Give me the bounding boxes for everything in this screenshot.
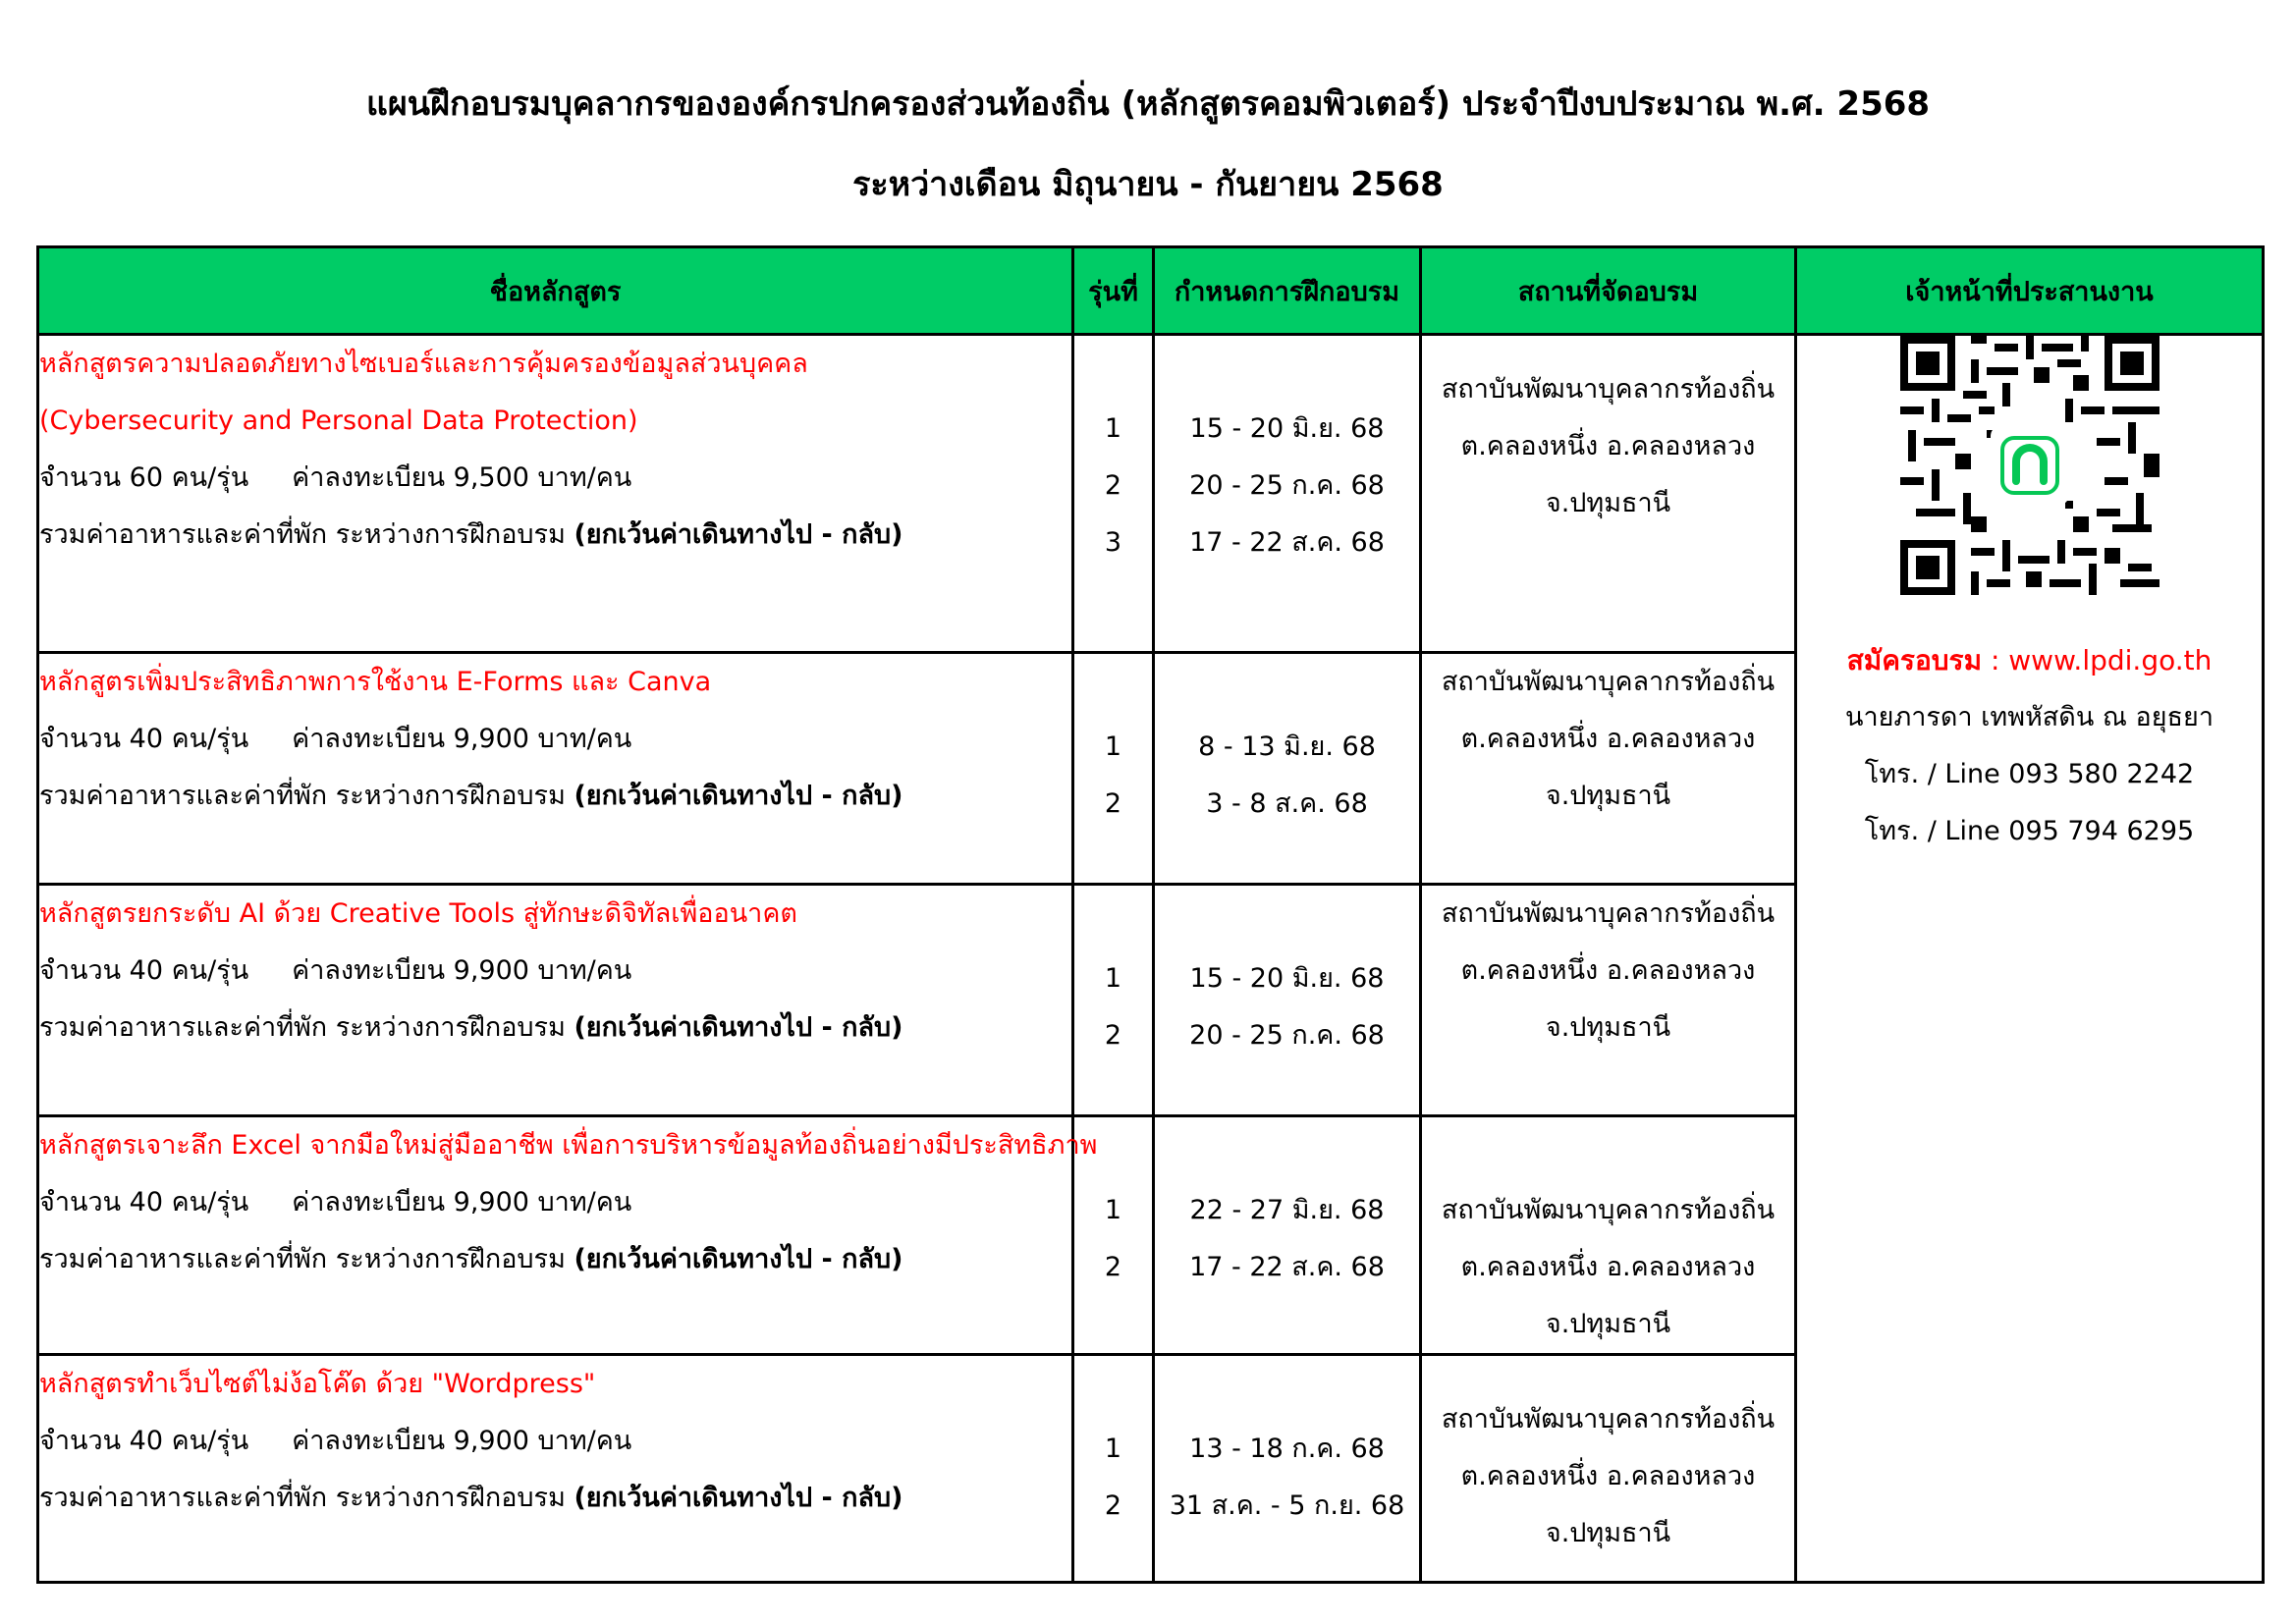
course-includes: รวมค่าอาหารและค่าที่พัก ระหว่างการฝึกอบรม (ยกเว้นค่าเดินทางไป - กลับ) (39, 1244, 903, 1274)
venue-line: ต.คลองหนึ่ง อ.คลองหลวง (1460, 431, 1756, 461)
round-number: 2 (1104, 470, 1122, 501)
venue-line: สถาบันพัฒนาบุคลากรท้องถิ่น (1441, 374, 1776, 405)
venue-cell (1421, 1355, 1796, 1583)
schedule-cell (1154, 335, 1421, 653)
course-includes: รวมค่าอาหารและค่าที่พัก ระหว่างการฝึกอบรม (ยกเว้นค่าเดินทางไป - กลับ) (39, 519, 903, 550)
table-row (38, 335, 2264, 653)
venue-line: จ.ปทุมธานี (1545, 1309, 1671, 1339)
course-includes: รวมค่าอาหารและค่าที่พัก ระหว่างการฝึกอบรม (ยกเว้นค่าเดินทางไป - กลับ) (39, 1012, 903, 1043)
table-header-row (38, 247, 2264, 335)
course-includes: รวมค่าอาหารและค่าที่พัก ระหว่างการฝึกอบรม (ยกเว้นค่าเดินทางไป - กลับ) (39, 781, 903, 811)
round-date: 20 - 25 ก.ค. 68 (1189, 470, 1385, 501)
course-capacity-fee (39, 450, 1071, 507)
venue-line: ต.คลองหนึ่ง อ.คลองหลวง (1460, 1461, 1756, 1491)
round-date: 17 - 22 ส.ค. 68 (1189, 527, 1385, 558)
header-contact: เจ้าหน้าที่ประสานงาน (1796, 247, 2264, 335)
course-excludes: (ยกเว้นค่าเดินทางไป - กลับ) (574, 781, 903, 811)
venue-cell (1421, 335, 1796, 653)
venue-line: ต.คลองหนึ่ง อ.คลองหลวง (1460, 724, 1756, 754)
schedule-cell (1154, 1355, 1421, 1583)
course-capacity: จำนวน 40 คน/รุ่น (39, 1187, 249, 1218)
course-cell (38, 335, 1073, 653)
course-excludes: (ยกเว้นค่าเดินทางไป - กลับ) (574, 1483, 903, 1513)
course-cell (38, 1355, 1073, 1583)
round-date: 15 - 20 มิ.ย. 68 (1189, 413, 1385, 444)
course-excludes: (ยกเว้นค่าเดินทางไป - กลับ) (574, 1012, 903, 1043)
course-name: หลักสูตรทำเว็บไซต์ไม่ง้อโค๊ด ด้วย "Wordpress" (39, 1369, 596, 1399)
course-cell (38, 653, 1073, 885)
venue-line: สถาบันพัฒนาบุคลากรท้องถิ่น (1441, 667, 1776, 697)
round-cell (1073, 885, 1154, 1116)
course-cell (38, 1116, 1098, 1355)
course-fee: ค่าลงทะเบียน 9,900 บาท/คน (292, 724, 632, 754)
course-includes: รวมค่าอาหารและค่าที่พัก ระหว่างการฝึกอบรม (ยกเว้นค่าเดินทางไป - กลับ) (39, 1483, 903, 1513)
register-line: สมัครอบรม : www.lpdi.go.th (1846, 644, 2213, 677)
course-capacity-fee (39, 943, 1071, 1000)
contact-cell (1796, 335, 2264, 1583)
course-capacity-fee (39, 711, 1071, 768)
venue-line: ต.คลองหนึ่ง อ.คลองหลวง (1460, 955, 1756, 986)
round-number: 3 (1104, 527, 1122, 558)
venue-line: จ.ปทุมธานี (1545, 488, 1671, 518)
schedule-cell (1154, 1116, 1421, 1355)
round-cell (1073, 1355, 1154, 1583)
contact-person: นายภารดา เทพหัสดิน ณ อยุธยา (1845, 702, 2214, 732)
header-course: ชื่อหลักสูตร (38, 247, 1073, 335)
venue-line: จ.ปทุมธานี (1545, 1012, 1671, 1043)
venue-line: จ.ปทุมธานี (1545, 781, 1671, 811)
round-date: 3 - 8 ส.ค. 68 (1206, 788, 1368, 819)
venue-cell (1421, 653, 1796, 885)
course-cell (38, 885, 1073, 1116)
course-fee: ค่าลงทะเบียน 9,900 บาท/คน (292, 1426, 632, 1456)
venue-line: สถาบันพัฒนาบุคลากรท้องถิ่น (1441, 1404, 1776, 1435)
schedule-cell (1154, 653, 1421, 885)
venue-line: สถาบันพัฒนาบุคลากรท้องถิ่น (1441, 1195, 1776, 1225)
course-fee: ค่าลงทะเบียน 9,900 บาท/คน (292, 955, 632, 986)
qr-code-icon (1900, 336, 2159, 595)
round-number: 2 (1104, 1252, 1122, 1282)
round-number: 1 (1104, 413, 1122, 444)
contact-phone: โทร. / Line 095 794 6295 (1864, 816, 2195, 846)
round-number: 2 (1104, 1490, 1122, 1521)
course-name: หลักสูตรความปลอดภัยทางไซเบอร์และการคุ้มครองข้อมูลส่วนบุคคล (39, 349, 808, 379)
round-date: 22 - 27 มิ.ย. 68 (1189, 1195, 1385, 1225)
course-name-en: (Cybersecurity and Personal Data Protection) (39, 406, 638, 436)
round-number: 1 (1104, 963, 1122, 994)
round-number: 2 (1104, 788, 1122, 819)
page-title: แผนฝึกอบรมบุคลากรขององค์กรปกครองส่วนท้องถิ่น (หลักสูตรคอมพิวเตอร์) ประจำปีงบประมาณ พ.ศ. 2568 (365, 84, 1931, 124)
round-number: 1 (1104, 1434, 1122, 1464)
contact-phone: โทร. / Line 093 580 2242 (1864, 759, 2195, 789)
course-capacity-fee (39, 1413, 1071, 1470)
header-round: รุ่นที่ (1073, 247, 1154, 335)
round-date: 13 - 18 ก.ค. 68 (1189, 1434, 1385, 1464)
course-capacity: จำนวน 40 คน/รุ่น (39, 955, 249, 986)
course-capacity: จำนวน 60 คน/รุ่น (39, 462, 249, 493)
course-name: หลักสูตรเพิ่มประสิทธิภาพการใช้งาน E-Forms และ Canva (39, 667, 712, 697)
header-venue: สถานที่จัดอบรม (1421, 247, 1796, 335)
round-date: 17 - 22 ส.ค. 68 (1189, 1252, 1385, 1282)
round-number: 1 (1104, 731, 1122, 762)
round-number: 1 (1104, 1195, 1122, 1225)
round-cell (1073, 335, 1154, 653)
header-schedule: กำหนดการฝึกอบรม (1154, 247, 1421, 335)
round-date: 31 ส.ค. - 5 ก.ย. 68 (1169, 1490, 1405, 1521)
course-excludes: (ยกเว้นค่าเดินทางไป - กลับ) (574, 519, 903, 550)
course-fee: ค่าลงทะเบียน 9,900 บาท/คน (292, 1187, 632, 1218)
schedule-cell (1154, 885, 1421, 1116)
page-subtitle: ระหว่างเดือน มิถุนายน - กันยายน 2568 (852, 165, 1444, 204)
round-date: 8 - 13 มิ.ย. 68 (1198, 731, 1376, 762)
course-capacity: จำนวน 40 คน/รุ่น (39, 1426, 249, 1456)
course-fee: ค่าลงทะเบียน 9,500 บาท/คน (292, 462, 632, 493)
venue-line: สถาบันพัฒนาบุคลากรท้องถิ่น (1441, 898, 1776, 929)
venue-line: ต.คลองหนึ่ง อ.คลองหลวง (1460, 1252, 1756, 1282)
course-capacity: จำนวน 40 คน/รุ่น (39, 724, 249, 754)
register-link[interactable]: www.lpdi.go.th (2008, 644, 2213, 677)
training-plan-table (36, 245, 2265, 1584)
round-date: 20 - 25 ก.ค. 68 (1189, 1020, 1385, 1051)
course-excludes: (ยกเว้นค่าเดินทางไป - กลับ) (574, 1244, 903, 1274)
round-number: 2 (1104, 1020, 1122, 1051)
course-name: หลักสูตรยกระดับ AI ด้วย Creative Tools สู่ทักษะดิจิทัลเพื่ออนาคต (39, 898, 797, 929)
venue-cell (1421, 1116, 1796, 1355)
round-cell (1073, 653, 1154, 885)
venue-line: จ.ปทุมธานี (1545, 1518, 1671, 1548)
venue-cell (1421, 885, 1796, 1116)
course-capacity-fee (39, 1174, 1071, 1231)
round-date: 15 - 20 มิ.ย. 68 (1189, 963, 1385, 994)
register-label: สมัครอบรม (1846, 644, 1983, 677)
course-name: หลักสูตรเจาะลึก Excel จากมือใหม่สู่มืออาชีพ เพื่อการบริหารข้อมูลท้องถิ่นอย่างมีประสิทธิภาพ (39, 1130, 1098, 1161)
